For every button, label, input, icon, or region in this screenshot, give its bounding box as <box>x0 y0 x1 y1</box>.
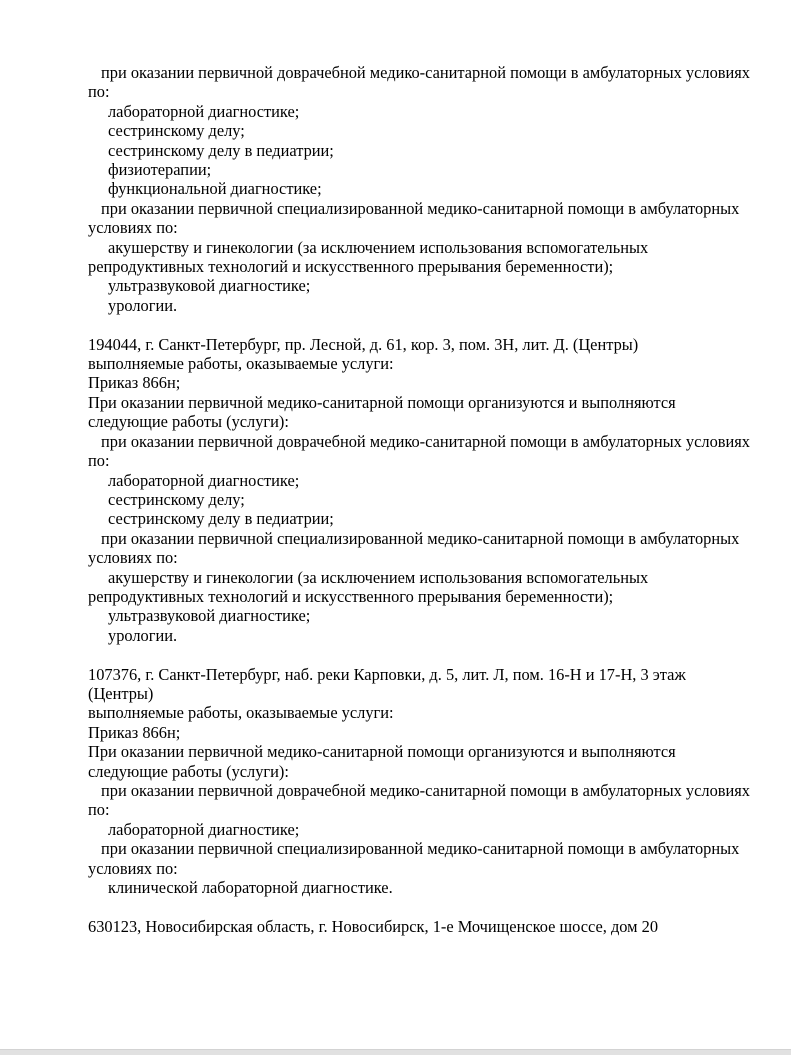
paragraph: при оказании первичной доврачебной медико-санитарной помощи в амбулаторных условиях по: <box>88 781 751 820</box>
paragraph: ультразвуковой диагностике; <box>108 606 311 626</box>
paragraph: ультразвуковой диагностике; <box>108 276 311 296</box>
paragraph: при оказании первичной доврачебной медико-санитарной помощи в амбулаторных условиях по: <box>88 63 751 102</box>
paragraph: при оказании первичной специализированной медико-санитарной помощи в амбулаторных условиях по: <box>88 839 740 878</box>
paragraph: сестринскому делу в педиатрии; <box>108 509 334 529</box>
paragraph: лабораторной диагностике; <box>108 101 300 121</box>
paragraph: выполняемые работы, оказываемые услуги: <box>88 703 394 723</box>
paragraph: лабораторной диагностике; <box>108 470 300 490</box>
paragraph: при оказании первичной доврачебной медико-санитарной помощи в амбулаторных условиях по: <box>88 431 751 471</box>
paragraph: Приказ 866н; <box>88 722 181 742</box>
paragraph: физиотерапии; <box>108 160 212 180</box>
paragraph: урологии. <box>108 295 178 315</box>
address-block-194044 <box>88 335 750 646</box>
paragraph: функциональной диагностике; <box>108 179 322 199</box>
license-works-text <box>88 63 750 936</box>
paragraph: при оказании первичной специализированной медико-санитарной помощи в амбулаторных условиях по: <box>88 528 740 568</box>
paragraph: При оказании первичной медико-санитарной помощи организуются и выполняются следующие работы (услуги): <box>88 392 676 432</box>
paragraph: акушерству и гинекологии (за исключением использования вспомогательных репродуктивных технологий и искусственного прерывания беременности); <box>88 567 649 606</box>
address-block-107376 <box>88 665 750 898</box>
paragraph: при оказании первичной специализированной медико-санитарной помощи в амбулаторных условиях по: <box>88 198 740 238</box>
window-bottom-edge-bar <box>0 1049 791 1055</box>
paragraph: сестринскому делу; <box>108 121 245 141</box>
paragraph: 194044, г. Санкт-Петербург, пр. Лесной, д. 61, кор. 3, пом. 3Н, лит. Д. (Центры) <box>88 334 639 354</box>
paragraph: клинической лабораторной диагностике. <box>108 878 393 898</box>
paragraph: При оказании первичной медико-санитарной помощи организуются и выполняются следующие работы (услуги): <box>88 742 676 781</box>
paragraph: сестринскому делу; <box>108 489 245 509</box>
paragraph: урологии. <box>108 625 178 645</box>
paragraph: лабораторной диагностике; <box>108 819 300 839</box>
paragraph: сестринскому делу в педиатрии; <box>108 140 334 160</box>
services-continuation-block <box>88 63 750 315</box>
paragraph: Приказ 866н; <box>88 373 181 393</box>
paragraph: акушерству и гинекологии (за исключением использования вспомогательных репродуктивных технологий и искусственного прерывания беременности); <box>88 237 649 277</box>
paragraph: 107376, г. Санкт-Петербург, наб. реки Карповки, д. 5, лит. Л, пом. 16-Н и 17-Н, 3 этаж (Центры) <box>88 664 686 703</box>
address-block-630123 <box>88 917 750 936</box>
paragraph: выполняемые работы, оказываемые услуги: <box>88 354 394 374</box>
paragraph: 630123, Новосибирская область, г. Новосибирск, 1-е Мочищенское шоссе, дом 20 <box>88 916 659 936</box>
